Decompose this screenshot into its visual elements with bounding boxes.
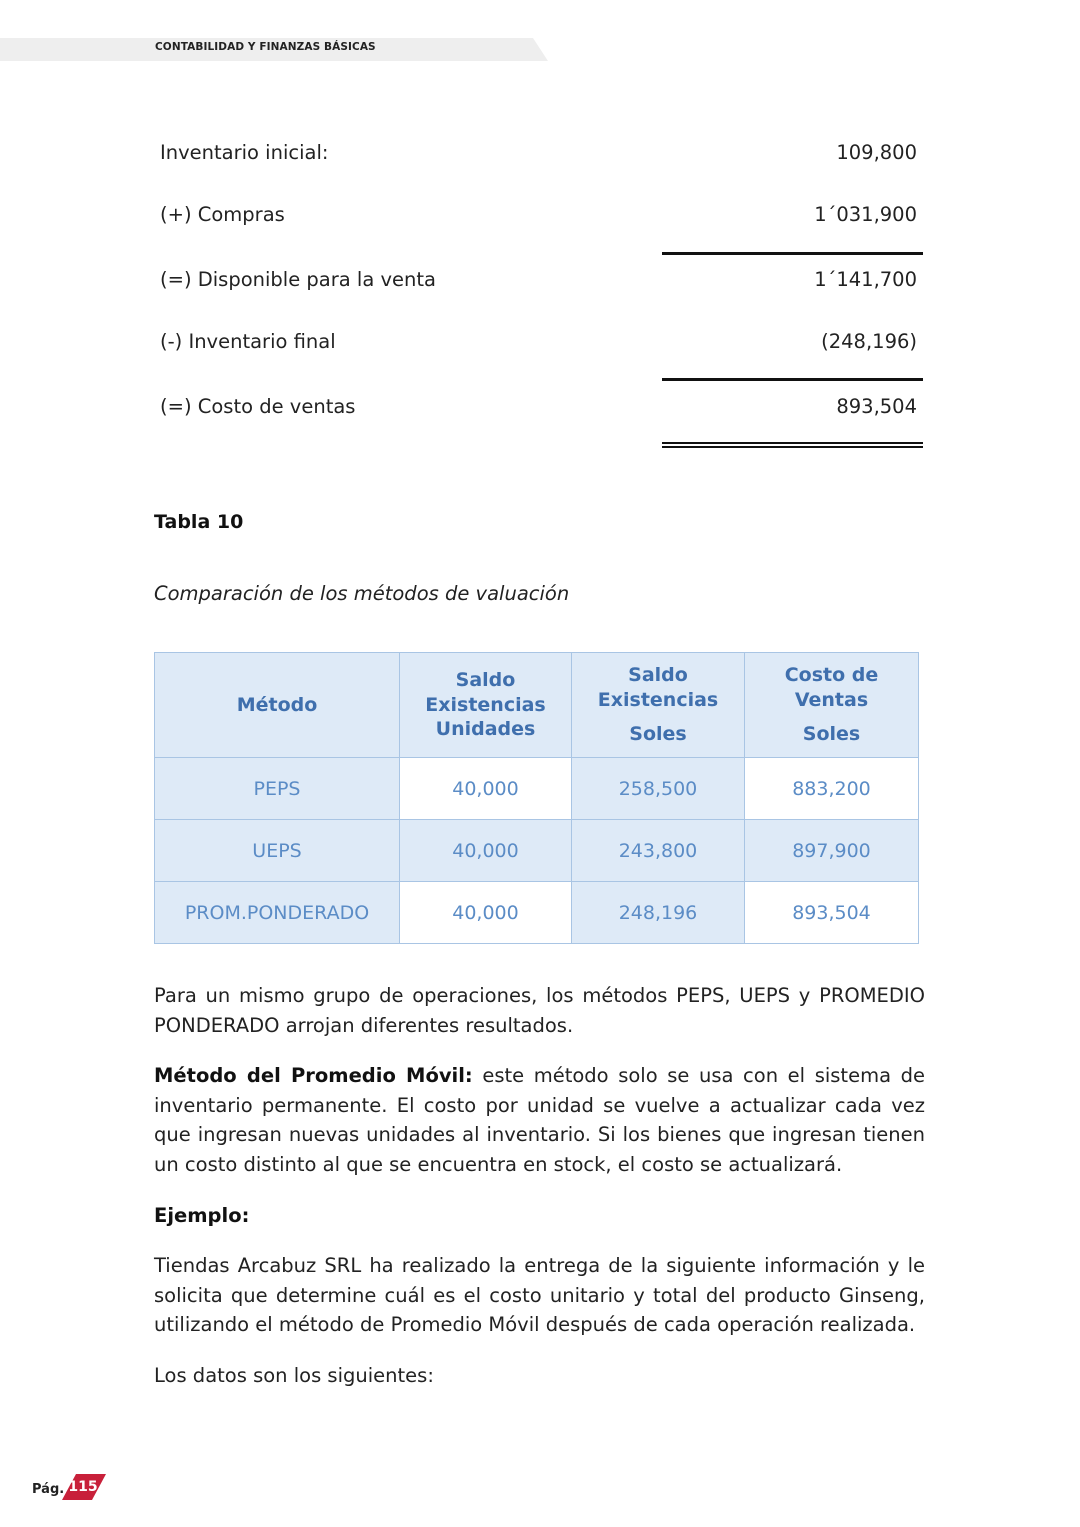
paragraph-moving-average xyxy=(154,1061,925,1179)
statement-row-ending-inventory xyxy=(160,330,920,360)
cell-method: PEPS xyxy=(155,758,400,820)
total-double-rule xyxy=(662,442,923,448)
sum-rule xyxy=(662,252,923,255)
statement-label: (+) Compras xyxy=(160,203,285,226)
valuation-comparison-table xyxy=(154,652,919,944)
cell-method: PROM.PONDERADO xyxy=(155,882,400,944)
statement-label: (=) Costo de ventas xyxy=(160,395,356,418)
statement-label: (-) Inventario final xyxy=(160,330,336,353)
table-number: Tabla 10 xyxy=(154,511,244,533)
header-balance-soles: Saldo Existencias Soles xyxy=(572,653,745,758)
cell-method: UEPS xyxy=(155,820,400,882)
cell-cost: 897,900 xyxy=(745,820,919,882)
cell-units: 40,000 xyxy=(400,758,572,820)
cell-balance: 248,196 xyxy=(572,882,745,944)
cell-units: 40,000 xyxy=(400,820,572,882)
cell-units: 40,000 xyxy=(400,882,572,944)
statement-value: 1´141,700 xyxy=(814,268,917,291)
cell-balance: 243,800 xyxy=(572,820,745,882)
header-method: Método xyxy=(155,653,400,758)
statement-value: 1´031,900 xyxy=(814,203,917,226)
statement-value: 109,800 xyxy=(836,141,917,164)
statement-label: (=) Disponible para la venta xyxy=(160,268,436,291)
paragraph-results: Para un mismo grupo de operaciones, los métodos PEPS, UEPS y PROMEDIO PONDERADO arrojan diferentes resultados. xyxy=(154,984,925,1037)
running-header-title: CONTABILIDAD Y FINANZAS BÁSICAS xyxy=(155,41,376,53)
statement-row-opening-inventory xyxy=(160,141,920,171)
page-number: 115 xyxy=(68,1479,98,1495)
paragraph-example: Tiendas Arcabuz SRL ha realizado la entrega de la siguiente información y le solicita que determine cuál es el costo unitario y total del producto Ginseng, utilizando el método de Promedio Móvil después de cada operación realizada. xyxy=(154,1254,925,1336)
table-caption: Comparación de los métodos de valuación xyxy=(154,582,570,605)
cell-balance: 258,500 xyxy=(572,758,745,820)
statement-row-available xyxy=(160,268,920,298)
paragraph-data-intro: Los datos son los siguientes: xyxy=(154,1364,434,1387)
page-label: Pág. xyxy=(32,1482,65,1497)
moving-average-definition: este método solo se usa con el sistema de inventario permanente. El costo por unidad se vuelve a actualizar cada vez que ingresan nuevas unidades al inventario. Si los bienes que ingresan tienen un costo distinto al que se encuentra en stock, el costo se actualizará. xyxy=(154,1064,925,1176)
sum-rule xyxy=(662,378,923,381)
header-units: Saldo Existencias Unidades xyxy=(400,653,572,758)
statement-label: Inventario inicial: xyxy=(160,141,329,164)
statement-row-cost-of-sales xyxy=(160,395,920,425)
example-heading: Ejemplo: xyxy=(154,1204,250,1227)
table-header-row xyxy=(155,653,919,758)
table-row xyxy=(155,758,919,820)
statement-row-purchases xyxy=(160,203,920,233)
header-cost-of-sales-soles: Costo de Ventas Soles xyxy=(745,653,919,758)
statement-value: (248,196) xyxy=(821,330,917,353)
cell-cost: 893,504 xyxy=(745,882,919,944)
moving-average-term: Método del Promedio Móvil: xyxy=(154,1064,473,1087)
table-row xyxy=(155,882,919,944)
statement-value: 893,504 xyxy=(836,395,917,418)
cell-cost: 883,200 xyxy=(745,758,919,820)
table-row xyxy=(155,820,919,882)
